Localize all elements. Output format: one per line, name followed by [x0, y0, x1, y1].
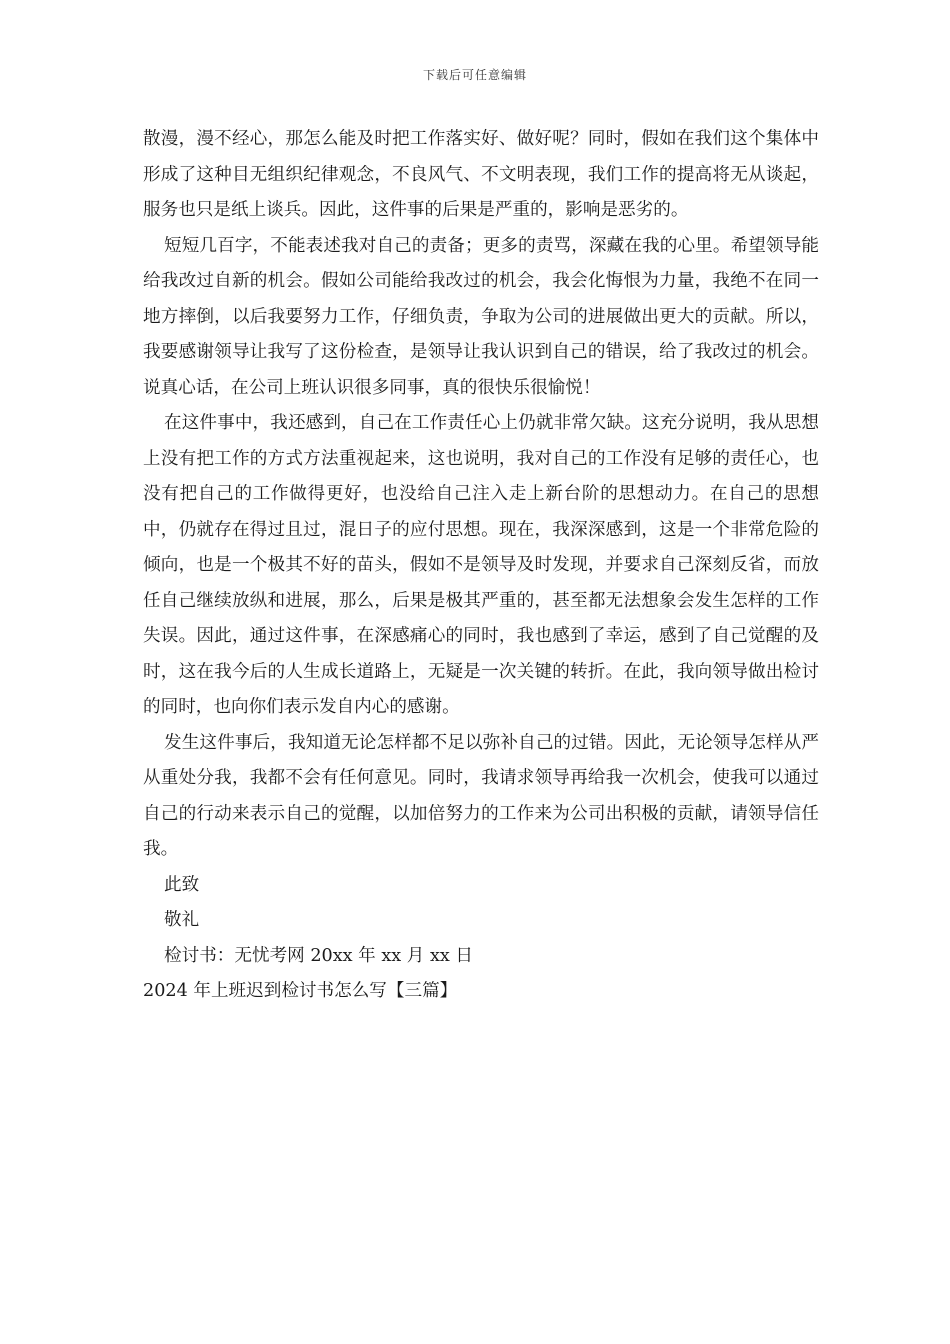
document-body [143, 122, 819, 1010]
paragraph-self-reproach: 短短几百字，不能表述我对自己的责备；更多的责骂，深藏在我的心里。希望领导能给我改过自新的机会。假如公司能给我改过的机会，我会化悔恨为力量，我绝不在同一地方摔倒，以后我要努力工作，仔细负责，争取为公司的进展做出更大的贡献。所以，我要感谢领导让我写了这份检查，是领导让我认识到自己的错误，给了我改过的机会。说真心话，在公司上班认识很多同事，真的很快乐很愉悦！ [143, 235, 819, 398]
signature-line: 检讨书：无忧考网 20xx 年 xx 月 xx 日 [164, 945, 474, 966]
paragraph-responsibility: 在这件事中，我还感到，自己在工作责任心上仍就非常欠缺。这充分说明，我从思想上没有把工作的方式方法重视起来，这也说明，我对自己的工作没有足够的责任心，也没有把自己的工作做得更好，也没给自己注入走上新台阶的思想动力。在自己的思想中，仍就存在得过且过，混日子的应付思想。现在，我深深感到，这是一个非常危险的倾向，也是一个极其不好的苗头，假如不是领导及时发现，并要求自己深刻反省，而放任自己继续放纵和进展，那么，后果是极其严重的，甚至都无法想象会发生怎样的工作失误。因此，通过这件事，在深感痛心的同时，我也感到了幸运，感到了自己觉醒的及时，这在我今后的人生成长道路上，无疑是一次关键的转折。在此，我向领导做出检讨的同时，也向你们表示发自内心的感谢。 [143, 413, 819, 717]
page-header-note: 下载后可任意编辑 [422, 68, 527, 82]
closing-regards: 敬礼 [164, 910, 200, 930]
next-article-title: 2024 年上班迟到检讨书怎么写【三篇】 [143, 981, 458, 1001]
paragraph-request: 发生这件事后，我知道无论怎样都不足以弥补自己的过错。因此，无论领导怎样从严从重处分我，我都不会有任何意见。同时，我请求领导再给我一次机会，使我可以通过自己的行动来表示自己的觉醒，以加倍努力的工作来为公司出积极的贡献，请领导信任我。 [143, 732, 819, 859]
paragraph-continuation: 散漫，漫不经心，那怎么能及时把工作落实好、做好呢？同时，假如在我们这个集体中形成了这种目无组织纪律观念，不良风气、不文明表现，我们工作的提高将无从谈起，服务也只是纸上谈兵。因此，这件事的后果是严重的，影响是恶劣的。 [143, 129, 819, 220]
closing-salutation: 此致 [164, 874, 200, 895]
